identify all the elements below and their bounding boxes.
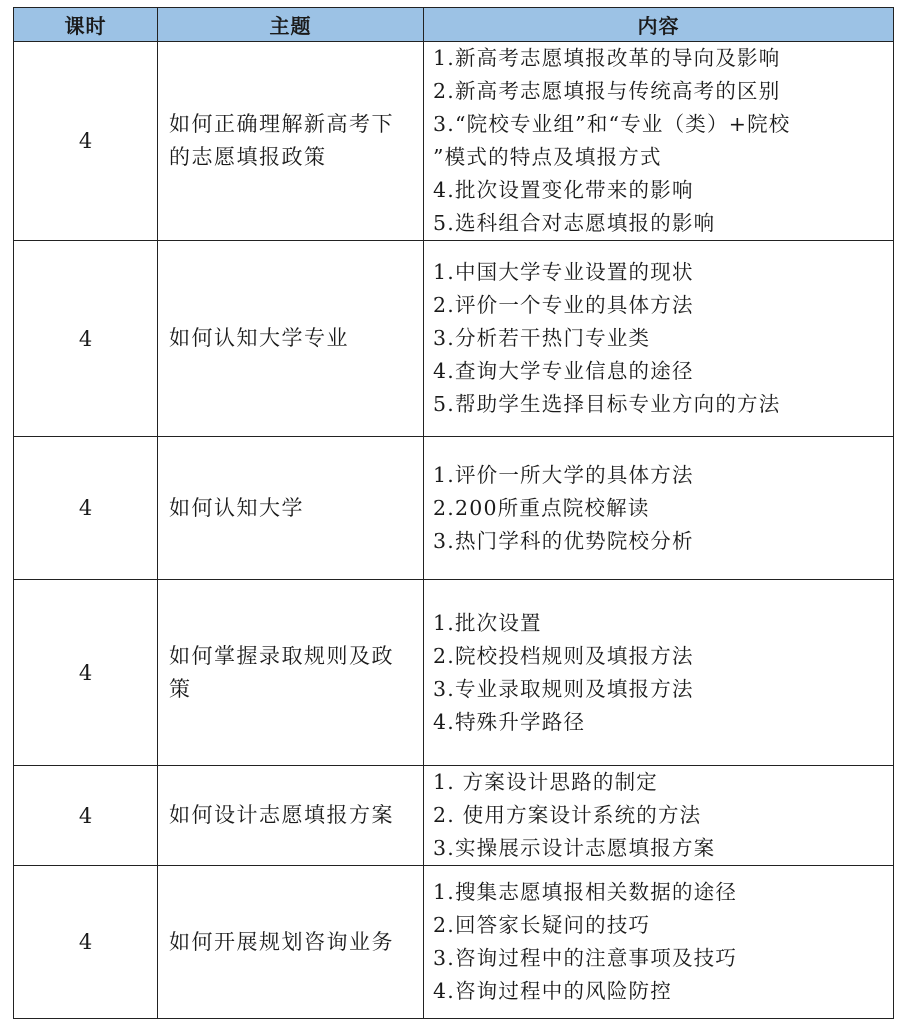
table-row: [14, 241, 894, 437]
content-list-item: 1. 方案设计思路的制定: [433, 770, 658, 794]
content-list: [433, 42, 893, 240]
content-list: [433, 459, 893, 558]
header-content: 内容: [424, 8, 894, 42]
table-row: [14, 42, 894, 241]
content-list-item: 5.选科组合对志愿填报的影响: [433, 211, 716, 235]
content-list-item: 3.热门学科的优势院校分析: [433, 528, 694, 553]
content-list-item: 4.特殊升学路径: [433, 709, 586, 734]
cell-hours: 4: [14, 580, 158, 766]
content-list: [433, 256, 893, 421]
content-list-item: 3.“院校专业组”和“专业（类）+院校: [433, 112, 791, 136]
cell-topic: 如何正确理解新高考下的志愿填报政策: [158, 42, 424, 241]
cell-topic: 如何开展规划咨询业务: [158, 866, 424, 1019]
table-header-row: [14, 8, 894, 42]
cell-hours: 4: [14, 42, 158, 241]
cell-content: [424, 241, 894, 437]
cell-hours: 4: [14, 766, 158, 866]
header-hours: 课时: [14, 8, 158, 42]
content-list-item: 2.评价一个专业的具体方法: [433, 293, 694, 317]
table-row: [14, 437, 894, 580]
cell-content: [424, 437, 894, 580]
table-row: [14, 866, 894, 1019]
cell-topic: 如何认知大学: [158, 437, 424, 580]
content-list-item: 2.回答家长疑问的技巧: [433, 913, 651, 937]
header-topic: 主题: [158, 8, 424, 42]
table-body: [14, 42, 894, 1019]
content-list-item: 3.实操展示设计志愿填报方案: [433, 836, 716, 860]
cell-topic: 如何掌握录取规则及政策: [158, 580, 424, 766]
content-list-item: 1.评价一所大学的具体方法: [433, 462, 694, 487]
content-list-item: 4.咨询过程中的风险防控: [433, 979, 672, 1003]
content-list-item: 1.中国大学专业设置的现状: [433, 260, 694, 284]
table-row: [14, 766, 894, 866]
cell-hours: 4: [14, 866, 158, 1019]
content-list-item: 3.专业录取规则及填报方法: [433, 676, 694, 701]
cell-hours: 4: [14, 241, 158, 437]
content-list-item: ”模式的特点及填报方式: [433, 145, 662, 169]
content-list-item: 2. 使用方案设计系统的方法: [433, 803, 702, 827]
content-list-item: 4.查询大学专业信息的途径: [433, 359, 694, 383]
content-list: [433, 876, 893, 1008]
content-list-item: 5.帮助学生选择目标专业方向的方法: [433, 392, 781, 416]
cell-content: [424, 866, 894, 1019]
cell-content: [424, 580, 894, 766]
content-list-item: 1.新高考志愿填报改革的导向及影响: [433, 46, 781, 70]
content-list-item: 2.院校投档规则及填报方法: [433, 643, 694, 668]
content-list-item: 4.批次设置变化带来的影响: [433, 178, 694, 202]
content-list-item: 2.200所重点院校解读: [433, 495, 650, 520]
content-list-item: 1.批次设置: [433, 610, 542, 635]
course-table: [13, 7, 894, 1019]
content-list-item: 1.搜集志愿填报相关数据的途径: [433, 880, 738, 904]
cell-topic: 如何设计志愿填报方案: [158, 766, 424, 866]
content-list-item: 3.分析若干热门专业类: [433, 326, 651, 350]
cell-topic: 如何认知大学专业: [158, 241, 424, 437]
content-list: [433, 766, 893, 865]
cell-hours: 4: [14, 437, 158, 580]
content-list-item: 3.咨询过程中的注意事项及技巧: [433, 946, 738, 970]
table-row: [14, 580, 894, 766]
cell-content: [424, 42, 894, 241]
content-list: [433, 607, 893, 739]
content-list-item: 2.新高考志愿填报与传统高考的区别: [433, 79, 781, 103]
cell-content: [424, 766, 894, 866]
